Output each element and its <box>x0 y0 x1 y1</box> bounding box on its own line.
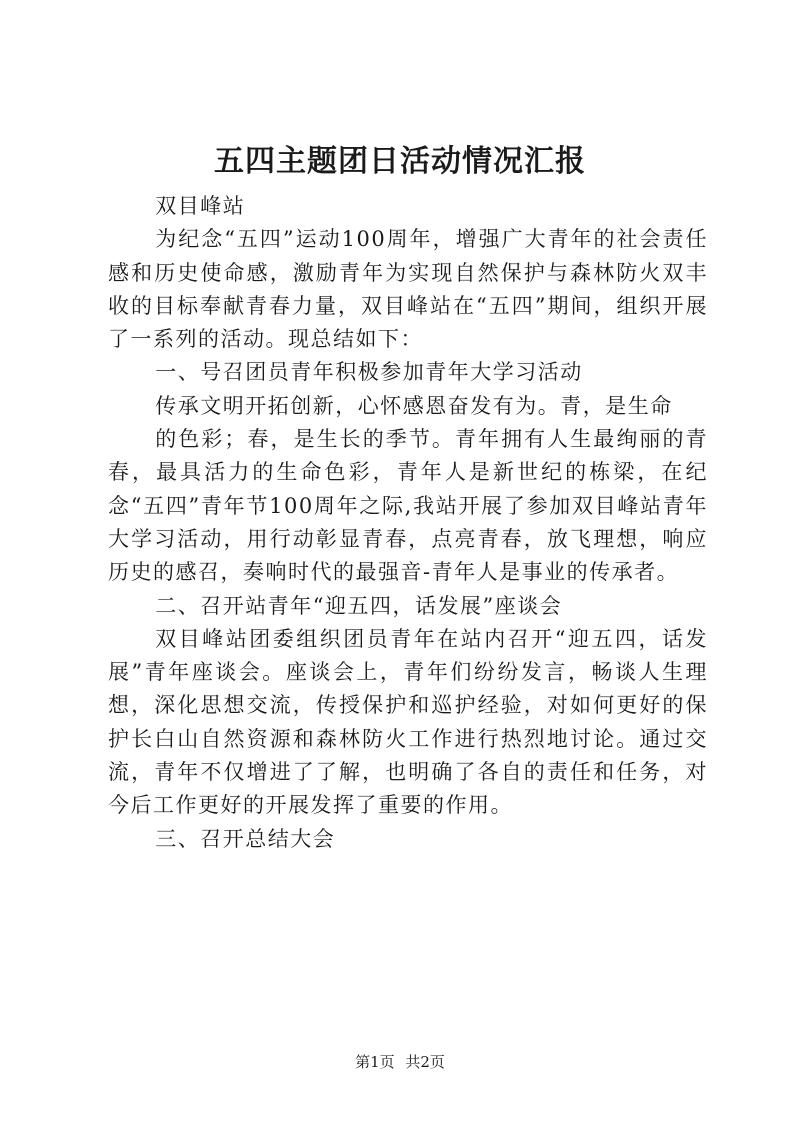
section-heading-2: 二、召开站青年“迎五四，话发展”座谈会 <box>155 593 563 618</box>
paragraph-section-2-body: 双目峰站团委组织团员青年在站内召开“迎五四，话发展”青年座谈会。座谈会上，青年们纷纷发言，畅谈人生理想，深化思想交流，传授保护和巡护经验，对如何更好的保护长白山自然资源和森林防火工作进行热烈地讨论。通过交流，青年不仅增进了了解，也明确了各自的责任和任务，对今后工作更好的开展发挥了重要的作用。 <box>108 626 708 818</box>
document-title: 五四主题团日活动情况汇报 <box>214 144 586 179</box>
paragraph-intro: 为纪念“五四”运动100周年，增强广大青年的社会责任感和历史使命感，激励青年为实现自然保护与森林防火双丰收的目标奉献青春力量，双目峰站在“五四”期间，组织开展了一系列的活动。现总结如下： <box>108 227 708 352</box>
page-number: 第1页 <box>355 1053 395 1071</box>
paragraph-section-1-body: 的色彩；春，是生长的季节。青年拥有人生最绚丽的青春，最具活力的生命色彩，青年人是新世纪的栋梁，在纪念“五四”青年节100周年之际,我站开展了参加双目峰站青年大学习活动，用行动彰显青春，点亮青春，放飞理想，响应历史的感召，奏响时代的最强音-青年人是事业的传承者。 <box>108 427 708 585</box>
page-footer <box>0 1052 800 1072</box>
section-heading-1: 一、号召团员青年积极参加青年大学习活动 <box>155 360 583 385</box>
paragraph-station-name: 双目峰站 <box>155 194 246 218</box>
document-body <box>108 190 708 856</box>
page-total: 共2页 <box>405 1053 445 1071</box>
paragraph-section-1-lead: 传承文明开拓创新，心怀感恩奋发有为。青，是生命 <box>155 393 673 418</box>
section-heading-3: 三、召开总结大会 <box>155 826 336 851</box>
